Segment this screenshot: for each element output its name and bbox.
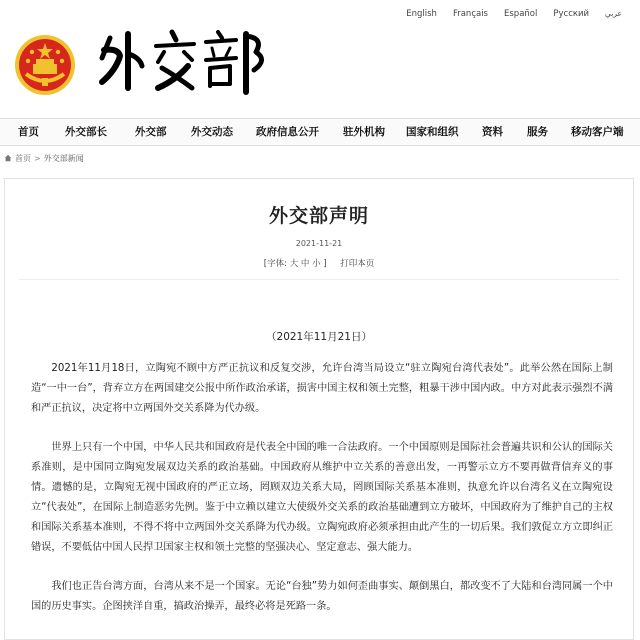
nav-ministry[interactable]: 外交部 <box>135 126 167 138</box>
breadcrumb-current[interactable]: 外交部新闻 <box>43 153 84 163</box>
breadcrumb-home[interactable]: 首页 <box>15 153 31 163</box>
article-paragraph: 世界上只有一个中国，中华人民共和国政府是代表全中国的唯一合法政府。一个中国原则是国际社会普遍共识和公认的国际关系准则，是中国同立陶宛发展双边关系的政治基础。中国政府从维护中立关系的善意出发，一再警示立方不要再做背信弃义的事情。遗憾的是，立陶宛无视中国政府的严正立场，罔顾双边关系大局，罔顾国际关系基本准则，执意允许以台湾名义在立陶宛设立“代表处”，在国际上制造恶劣先例。鉴于中立赖以建立大使级外交关系的政治基础遭到立方破坏，中国政府为了维护自己的主权和国际关系基本准则，不得不将中立两国外交关系降为代办级。立陶宛政府必须承担由此产生的一切后果。我们敦促立方立即纠正错误，不要低估中国人民捍卫国家主权和领土完整的坚强决心、坚定意志、强大能力。 <box>31 442 613 553</box>
font-size-label: [字体: <box>263 259 287 269</box>
font-size-close: ] <box>323 259 327 269</box>
nav-minister[interactable]: 外交部长 <box>65 126 107 138</box>
main-nav <box>0 118 640 146</box>
font-size-medium[interactable]: 中 <box>300 259 310 269</box>
font-size-large[interactable]: 大 <box>289 259 299 269</box>
breadcrumb <box>4 152 84 164</box>
ministry-calligraphy-logo[interactable] <box>96 26 271 96</box>
nav-home[interactable]: 首页 <box>18 126 39 138</box>
nav-services[interactable]: 服务 <box>527 126 548 138</box>
article-card <box>4 178 634 640</box>
lang-spanish[interactable]: Español <box>504 9 538 19</box>
home-icon <box>4 154 12 162</box>
article-title: 外交部声明 <box>268 205 369 227</box>
nav-diplomatic-activities[interactable]: 外交动态 <box>191 126 233 138</box>
lang-english[interactable]: English <box>406 9 437 19</box>
nav-mobile-client[interactable]: 移动客户端 <box>571 126 624 138</box>
lang-french[interactable]: Français <box>452 9 488 19</box>
nav-missions-abroad[interactable]: 驻外机构 <box>343 126 385 138</box>
nav-countries-organizations[interactable]: 国家和组织 <box>406 126 459 138</box>
article-paragraph: 2021年11月18日，立陶宛不顾中方严正抗议和反复交涉，允许台湾当局设立“驻立陶宛台湾代表处”。此举公然在国际上制造“一中一台”，背弃立方在两国建交公报中所作政治承诺，损害中国主权和领土完整，粗暴干涉中国内政。中方对此表示强烈不满和严正抗议，决定将中立两国外交关系降为代办级。 <box>31 363 613 414</box>
article-paragraph: 我们也正告台湾方面，台湾从来不是一个国家。无论“台独”势力如何歪曲事实、颠倒黑白，都改变不了大陆和台湾同属一个中国的历史事实。企图挟洋自重，搞政治操弄，最终必将是死路一条。 <box>31 581 613 612</box>
divider <box>19 279 619 280</box>
print-page-link[interactable]: 打印本页 <box>340 259 375 269</box>
nav-government-info[interactable]: 政府信息公开 <box>256 126 319 138</box>
article-tools <box>5 257 633 269</box>
nav-resources[interactable]: 资料 <box>482 126 503 138</box>
article-dateline: （2021年11月21日） <box>266 331 372 343</box>
language-bar <box>406 9 622 23</box>
font-size-small[interactable]: 小 <box>312 259 321 269</box>
lang-arabic[interactable]: عربي <box>605 9 622 18</box>
breadcrumb-separator: > <box>34 153 41 163</box>
article-date: 2021-11-21 <box>295 239 343 248</box>
national-emblem-icon[interactable] <box>14 34 76 96</box>
lang-russian[interactable]: Русский <box>553 9 590 19</box>
